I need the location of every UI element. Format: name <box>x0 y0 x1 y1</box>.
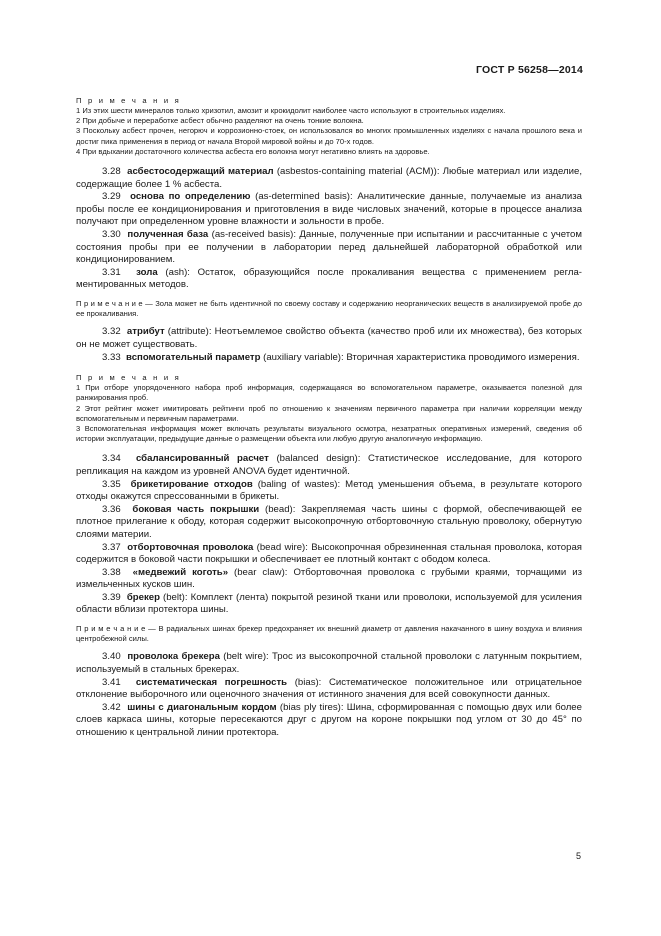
note-3-31 <box>76 299 582 319</box>
definition-text: (baling of wastes): Метод уменьшения объема, в результате которого отходы окажутся спрессованными в брикеты. <box>76 478 582 503</box>
definition-3-28 <box>76 166 582 191</box>
definition-3-38 <box>76 567 582 592</box>
definition-number: 3.42 <box>102 701 121 713</box>
definition-3-33 <box>76 352 582 365</box>
definition-term: проволока брекера <box>127 651 220 663</box>
definition-term: полученная база <box>127 228 209 240</box>
note-item: 3 Вспомогательная информация может включать результаты визуального осмотра, незатратных оперативных измерений, сведения об истории эксплуатации, предыдущие данные о размещении объекта или любую другую аналогичную информацию. <box>76 423 582 444</box>
definition-3-39 <box>76 592 582 617</box>
note-item: 3 Поскольку асбест прочен, негорюч и коррозионно-стоек, он использовался во многих промышленных изделиях с начала прошлого века и достиг пика применения в период от начала Второй мировой войны и до 70-х годов. <box>76 126 582 146</box>
definition-number: 3.38 <box>102 566 121 578</box>
definition-number: 3.30 <box>102 228 121 240</box>
note-item: 1 При отборе упорядоченного набора проб информация, содержащаяся во вспомогательном параметре, оказывается полезной для ранжирования проб. <box>76 383 582 403</box>
definition-text: (bear claw): Отбортовочная проволока с грубыми краями, торчащими из измельченных кусков шин. <box>76 566 582 591</box>
notes-title: П р и м е ч а н и я <box>76 373 181 383</box>
definition-term: «медвежий коготь» <box>132 566 229 578</box>
definition-number: 3.28 <box>102 166 121 178</box>
definition-term: боковая часть покрышки <box>132 503 260 515</box>
definition-3-40 <box>76 651 582 676</box>
definition-3-37 <box>76 542 582 567</box>
definition-term: систематическая погрешность <box>135 676 288 688</box>
definition-text: (bead): Закрепляемая часть шины с формой, обеспечивающей ее плотное прилегание к ободу, которая содержит высокопрочную отбортовочную стальную проволоку, обернутую слоями материи. <box>76 503 582 540</box>
definition-text: (attribute): Неотъемлемое свойство объекта (качество проб или их множества), без которых он не может существовать. <box>76 326 582 350</box>
notes-block-asbestos <box>76 96 582 157</box>
definition-term: брикетирование отходов <box>130 478 253 490</box>
definition-number: 3.32 <box>102 326 121 338</box>
definition-term: атрибут <box>126 326 165 338</box>
definition-text: (bias ply tires): Шина, сформированная с помощью двух или более слоев каркаса шины, которые пересекаются друг с другом на короне покрышки под углом от 30 до 45° по отношению к центральной линии протектора. <box>76 701 582 739</box>
definition-number: 3.35 <box>102 478 121 490</box>
definition-3-35 <box>76 479 582 504</box>
definition-text: (belt wire): Трос из высокопрочной стальной проволоки с латунным покрытием, используемый в стальных брекерах. <box>76 651 582 676</box>
definition-number: 3.33 <box>102 351 121 363</box>
definition-term: основа по определению <box>130 191 251 203</box>
definition-number: 3.40 <box>102 651 121 663</box>
definition-3-29 <box>76 191 582 229</box>
note-label: П р и м е ч а н и е <box>76 298 143 308</box>
notes-block-auxiliary <box>76 373 582 444</box>
definition-term: вспомогательный параметр <box>126 351 261 363</box>
page-number: 5 <box>575 851 581 861</box>
definition-text: (auxiliary variable): Вторичная характеристика проводимого измерения. <box>260 351 580 363</box>
note-item: 2 Этот рейтинг может имитировать рейтинги проб по отношению к значениям первичного параметра при наличии корреляции между вспомогательным и первичным параметрами. <box>76 403 582 423</box>
definition-number: 3.36 <box>102 503 121 515</box>
definition-number: 3.29 <box>102 191 121 203</box>
definition-3-30 <box>76 229 582 267</box>
document-header: ГОСТ Р 56258—2014 <box>475 64 583 76</box>
definition-3-42 <box>76 702 582 740</box>
note-label: П р и м е ч а н и е <box>76 624 146 634</box>
definition-3-32 <box>76 326 582 351</box>
definition-text: (as-received basis): Данные, полученные при испытании и рассчитанные с учетом состояния пробы при ее получении в лаборатории перед дальнейшей лабораторной обработкой или кондиционированием. <box>76 228 582 266</box>
page-content <box>76 96 582 740</box>
definition-term: брекер <box>126 591 160 603</box>
definition-text: (as-determined basis): Аналитические данные, получаемые из анализа пробы после ее кондиционирования и приготовления в виде числовых значений, которые в процессе анализа получают при определенном уровне влажности и зольности в пробе. <box>76 191 582 228</box>
note-item: 2 При добыче и переработке асбест обычно разделяют на очень тонкие волокна. <box>76 116 364 126</box>
definition-number: 3.41 <box>102 676 121 688</box>
definition-text: (balanced design): Статистическое исследование, для которого репликация на каждом из уровней ANOVA будет идентичной. <box>76 453 582 477</box>
definition-term: шины с диагональным кордом <box>127 701 277 713</box>
note-3-39 <box>76 624 582 644</box>
definition-text: (asbestos-containing material (ACM)): Любые материал или изделие, содержащие более 1 % асбеста. <box>76 166 582 190</box>
notes-title: П р и м е ч а н и я <box>76 96 181 105</box>
definition-number: 3.37 <box>102 541 121 553</box>
definition-3-34 <box>76 453 582 478</box>
note-text: — Зола может не быть идентичной по своему составу и содержанию неорганических веществ в анализируемой пробе до ее прокаливания. <box>76 298 582 319</box>
definition-number: 3.39 <box>102 591 121 603</box>
definition-3-36 <box>76 504 582 542</box>
definition-term: сбалансированный расчет <box>135 453 269 465</box>
definition-3-31 <box>76 267 582 292</box>
definition-text: (ash): Остаток, образующийся после прокаливания вещества с применением регламентированных методов. <box>76 266 582 291</box>
definition-term: асбестосодержащий материал <box>127 166 274 178</box>
definition-text: (bias): Систематическое положительное или отрицательное отклонение выборочного или оценочного значения от истинного значения для всей совокупности данных. <box>76 676 582 701</box>
note-item: 1 Из этих шести минералов только хризотил, амозит и крокидолит наиболее часто используют в строительных изделиях. <box>76 106 506 115</box>
definition-3-41 <box>76 677 582 702</box>
definition-number: 3.31 <box>102 266 121 278</box>
definition-term: отбортовочная проволока <box>127 541 254 553</box>
note-item: 4 При вдыхании достаточного количества асбеста его волокна могут негативно влиять на здоровье. <box>76 146 430 156</box>
definition-term: зола <box>136 266 158 278</box>
definition-number: 3.34 <box>102 453 121 465</box>
note-text: — В радиальных шинах брекер предохраняет их внешний диаметр от давления накачанного в шину воздуха и влияния центробежной силы. <box>76 624 582 644</box>
definition-text: (belt): Комплект (лента) покрытой резиной ткани или проволоки, используемой для усиления области вблизи протектора шины. <box>76 591 582 616</box>
definition-text: (bead wire): Высокопрочная обрезиненная стальная проволока, которая содержится в боковой части покрышки и обеспечивает ее плотный контакт с ободом колеса. <box>76 541 582 566</box>
